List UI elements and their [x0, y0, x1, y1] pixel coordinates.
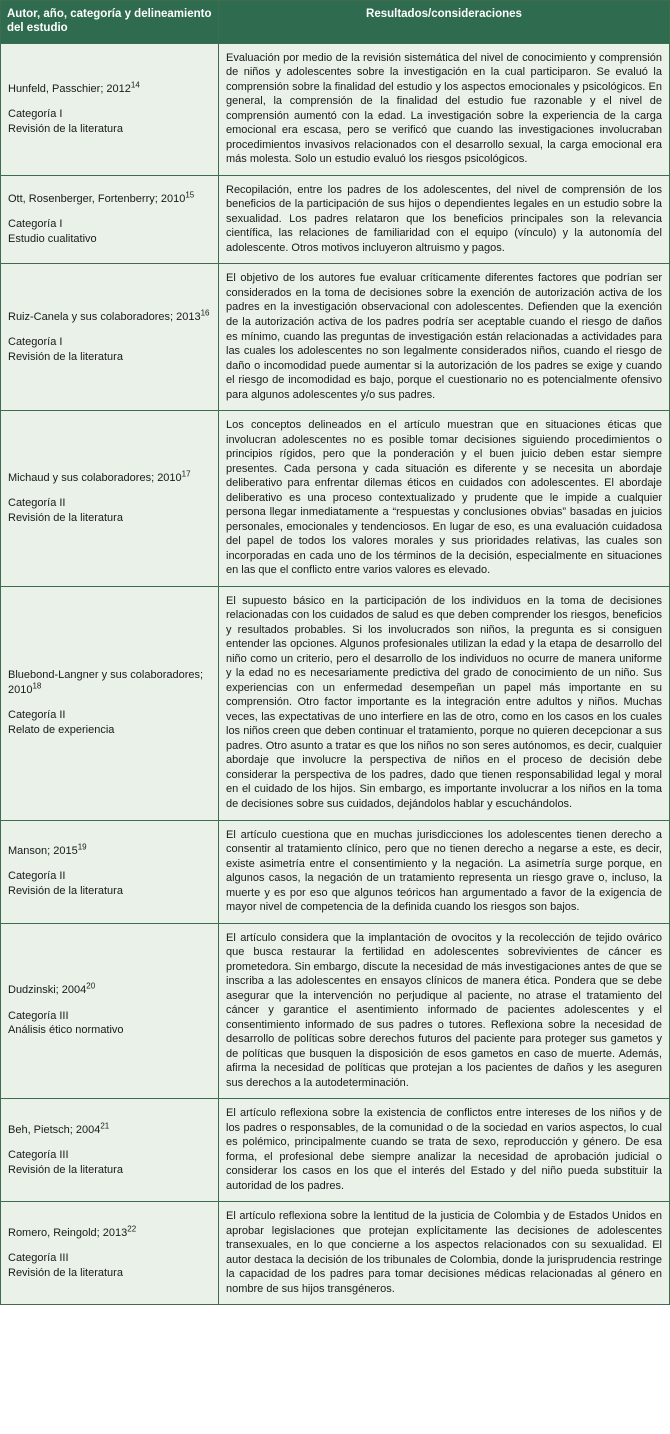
- spacer: [8, 1240, 211, 1251]
- spacer: [8, 485, 211, 496]
- author-reference: [8, 1120, 211, 1138]
- author-design: Revisión de la literatura: [8, 884, 123, 897]
- author-name: Hunfeld, Passchier; 2012: [8, 82, 131, 95]
- table-row: [1, 264, 670, 411]
- cell-author: [1, 820, 219, 923]
- author-name: Beh, Pietsch; 2004: [8, 1123, 101, 1136]
- author-citation-superscript: 20: [86, 981, 96, 991]
- spacer: [8, 1137, 211, 1148]
- author-design: Revisión de la literatura: [8, 1163, 123, 1176]
- author-name: Romero, Reingold; 2013: [8, 1226, 128, 1239]
- table-body: [1, 43, 670, 1305]
- spacer: [8, 324, 211, 335]
- author-name: Manson; 2015: [8, 844, 78, 857]
- table-header-row: [1, 1, 670, 44]
- cell-results: El artículo considera que la implantación de ovocitos y la recolección de tejido ovárico que busca restaurar la fertilidad en adolescentes sobrevivientes de cáncer es prometedora. Sin embargo, discute la necesidad de más investigaciones antes de que se inscriba a las adolescentes en ensayos clínicos de manera ética. Pondera que se debe asegurar que la intervención no perjudique al paciente, no atrase el tratamiento del cáncer y garantice el asentimiento informado de pacientes adolescentes y el consentimiento informado de sus padres o tutores. Reflexiona sobre la necesidad de desarrollo de políticas sobre derechos futuros del paciente para proteger sus gametos y de políticas que busquen la disposición de esos gametos en caso de muerte. Además, afirma la necesidad de políticas que protejan a los pacientes de daños y les aseguren sus derechos a la autodeterminación.: [219, 923, 670, 1099]
- author-category: Categoría II: [8, 497, 66, 510]
- author-citation-superscript: 16: [200, 307, 210, 317]
- author-category: Categoría I: [8, 108, 63, 121]
- table-header: [1, 1, 670, 44]
- table-row: [1, 175, 670, 264]
- author-name: Ott, Rosenberger, Fortenberry; 2010: [8, 192, 186, 205]
- author-category: Categoría I: [8, 336, 63, 349]
- author-design: Revisión de la literatura: [8, 511, 123, 524]
- cell-author: [1, 586, 219, 820]
- author-name: Ruiz-Canela y sus colaboradores; 2013: [8, 310, 201, 323]
- table-row: [1, 1202, 670, 1305]
- cell-author: [1, 1202, 219, 1305]
- author-citation-superscript: 19: [77, 842, 87, 852]
- cell-author: [1, 43, 219, 175]
- column-header-author: Autor, año, categoría y delineamiento del estudio: [1, 1, 219, 44]
- author-design: Relato de experiencia: [8, 723, 115, 736]
- author-citation-superscript: 22: [127, 1223, 137, 1233]
- author-design: Análisis ético normativo: [8, 1024, 124, 1037]
- author-citation-superscript: 18: [32, 680, 42, 690]
- spacer: [8, 998, 211, 1009]
- cell-author: [1, 264, 219, 411]
- author-reference: [8, 1223, 211, 1241]
- table-row: [1, 411, 670, 587]
- cell-results: Recopilación, entre los padres de los adolescentes, del nivel de comprensión de los beneficios de la participación de sus hijos o dependientes legales en un estudio sobre la sexualidad. Los padres relataron que los beneficios principales son la relevancia científica, las relaciones de familiaridad con el equipo (vínculo) y la autonomía del adolescente. Otros motivos incluyeron altruismo y pagos.: [219, 175, 670, 264]
- author-design: Revisión de la literatura: [8, 350, 123, 363]
- author-reference: [8, 844, 211, 859]
- spacer: [8, 858, 211, 869]
- author-category: Categoría III: [8, 1252, 69, 1265]
- table-row: [1, 923, 670, 1099]
- table-row: [1, 820, 670, 923]
- author-design: Estudio cualitativo: [8, 232, 97, 245]
- author-design: Revisión de la literatura: [8, 1266, 123, 1279]
- cell-author: [1, 1099, 219, 1202]
- author-name: Michaud y sus colaboradores; 2010: [8, 471, 182, 484]
- table-row: [1, 1099, 670, 1202]
- author-citation-superscript: 14: [130, 79, 140, 89]
- author-citation-superscript: 15: [185, 190, 195, 200]
- author-category: Categoría I: [8, 218, 63, 231]
- column-header-results: Resultados/consideraciones: [219, 1, 670, 44]
- author-category: Categoría III: [8, 1009, 69, 1022]
- spacer: [8, 96, 211, 107]
- spacer: [8, 206, 211, 217]
- author-citation-superscript: 17: [181, 469, 191, 478]
- author-category: Categoría III: [8, 1149, 69, 1162]
- author-design: Revisión de la literatura: [8, 122, 123, 135]
- cell-results: El objetivo de los autores fue evaluar críticamente diferentes factores que podrían ser considerados en la toma de decisiones sobre la exención de autorización activa de los padres en la investigación observacional con adolescentes. Defienden que la exención de la autorización activa de los padres podría ser aceptable cuando el riesgo de daños es mínimo, cuando las preguntas de investigación están relacionadas a actividades para las cuales los adolescentes no son legalmente considerados niños, cuando el riesgo de daño o incomodidad puede aumentar si la autorización de los padres se exige y cuando el riesgo de incomodidad es bajo, porque el cuestionario no es potencialmente ofensivo para algunos adolescentes y/o sus padres.: [219, 264, 670, 411]
- cell-results: El artículo reflexiona sobre la lentitud de la justicia de Colombia y de Estados Unidos en aprobar legislaciones que protejan explícitamente las decisiones de adolescentes transexuales, en lo que concierne a los aspectos relacionados con su sexualidad. El autor destaca la decisión de los tribunales de Colombia, donde la jurisprudencia restringe la capacidad de los padres para tomar decisiones médicas relacionadas al género en nombre de sus hijos transgéneros.: [219, 1202, 670, 1305]
- author-name: Bluebond-Langner y sus colaboradores; 2010: [8, 669, 204, 696]
- table-row: [1, 43, 670, 175]
- cell-results: El supuesto básico en la participación de los individuos en la toma de decisiones relacionadas con los cuidados de salud es que deben comprender los riesgos, beneficios y resultados probables. Si los involucrados son niños, la pregunta es si consiguen entender las opciones. Algunos profesionales utilizan la edad y la etapa de desarrollo del niño como un criterio, pero el desarrollo de los individuos no ocurre de manera uniforme y la edad no es necesariamente predictiva del grado de conocimiento de un niño. Sus experiencias con un enfermedad desempeñan un papel más importante en su comprensión. Otro factor importante es la integración entre adultos y niños. Muchas veces, las expectativas de uno interfiere en las de otro, como en los casos en los cuales los niños creen que deben continuar el tratamiento, porque no quieren decepcionar a sus padres. Otro asunto a tratar es que los niños no son seres autónomos, es decir, cualquier abordaje que involucre la perspectiva de niños en el proceso de decisión debe considerar la perspectiva de los padres, dado que tienen responsabilidad legal y moral en el cuidado de los hijos. Sin embargo, es importante involucrar a los niños en la toma de decisiones sobre sus cuidados, dejándolos hablar y escuchándolos.: [219, 586, 670, 820]
- cell-author: [1, 175, 219, 264]
- spacer: [8, 697, 211, 708]
- cell-author: [1, 411, 219, 587]
- author-reference: [8, 983, 211, 998]
- author-reference: [8, 79, 211, 97]
- author-reference: [8, 192, 211, 207]
- author-name: Dudzinski; 2004: [8, 984, 87, 997]
- cell-results: El artículo reflexiona sobre la existencia de conflictos entre intereses de los niños y de los padres o responsables, de la comunidad o de la sociedad en varios aspectos, lo cual es polémico, principalmente cuando se trata de sexo, reproducción y género. De esa forma, el profesional debe siempre analizar la necesidad de aprobación judicial o considerar los casos en los que el interés del Estado y del niño pueda substituir la autoridad de los padres.: [219, 1099, 670, 1202]
- author-reference: [8, 471, 211, 486]
- author-reference: [8, 307, 211, 325]
- author-reference: [8, 668, 211, 697]
- table-row: [1, 586, 670, 820]
- cell-results: Los conceptos delineados en el artículo muestran que en situaciones éticas que involucran adolescentes no es posible tomar decisiones siguiendo procedimientos o principios rígidos, pero que la ponderación y el buen juicio deben estar siempre presentes. Cada persona y cada situación es diferente y se necesita un abordaje deliberativo para enfrentar dilemas éticos en cuidados con adolescentes. El abordaje deliberativo es una proceso contextualizado y prudente que le impide a cualquier persona llegar inmediatamente a “respuestas y conclusiones obvias” basadas en juicios personales, emocionales y tendenciosos. En lugar de eso, es una evaluación cuidadosa del papel de todos los valores morales y sus prioridades relativas, las cuales son incorporadas en cada uno de los términos de la decisión, especialmente en situaciones en las que el conflicto entre varios valores es elevado.: [219, 411, 670, 587]
- cell-author: [1, 923, 219, 1099]
- author-category: Categoría II: [8, 870, 66, 883]
- cell-results: El artículo cuestiona que en muchas jurisdicciones los adolescentes tienen derecho a consentir al tratamiento clínico, pero que no tienen derecho a negarse a este, es decir, existe asimetría entre el consentimiento y la negación. La asimetría surge porque, en algunos casos, la negación de un tratamiento representa un riesgo grave o, incluso, la muerte y es por eso que algunos teóricos han argumentado a favor de la exigencia de mayor nivel de competencia de la definida cuando los riesgos son bajos.: [219, 820, 670, 923]
- author-citation-superscript: 21: [100, 1120, 110, 1130]
- author-category: Categoría II: [8, 709, 66, 722]
- cell-results: Evaluación por medio de la revisión sistemática del nivel de conocimiento y comprensión de niños y adolescentes sobre la investigación en la cual participaron. Se evaluó la comprensión sobre la finalidad del estudio y los aspectos emocionales y psicológicos. En general, la comprensión de la finalidad del estudio fue razonable y el nivel de comprensión aumentó con la edad. La investigación sobre la experiencia de la carga emocional era escasa, pero se verificó que cuando las investigaciones involucraban procedimientos invasivos relacionados con el desarrollo sexual, la carga emocional era más molesta. Solo un estudio evaluó los riesgos psicológicos.: [219, 43, 670, 175]
